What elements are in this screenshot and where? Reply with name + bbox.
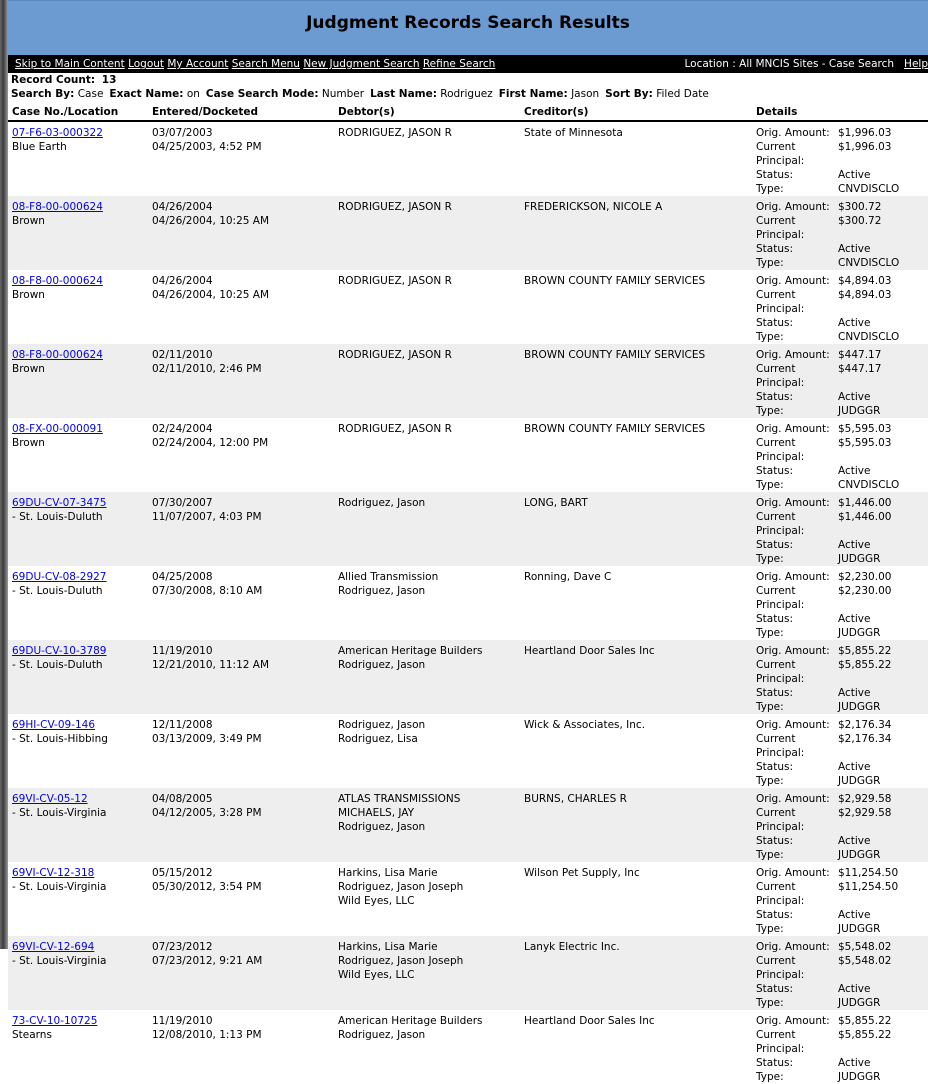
entered-date: 11/19/2010 (152, 645, 213, 657)
detail-value-principal: $1,446.00 (838, 511, 892, 523)
detail-value-type: JUDGGR (838, 701, 881, 713)
docketed-date: 12/08/2010, 1:13 PM (152, 1029, 262, 1041)
debtors-cell (334, 862, 520, 936)
detail-label: Type: (756, 701, 784, 713)
detail-value-type: CNVDISCLO (838, 183, 900, 195)
docketed-date: 04/26/2004, 10:25 AM (152, 289, 270, 301)
detail-label: Type: (756, 775, 784, 787)
detail-value-status: Active (838, 539, 871, 551)
docketed-date: 04/25/2003, 4:52 PM (152, 141, 262, 153)
details (756, 718, 928, 788)
detail-label: Type: (756, 553, 784, 565)
entered-date: 03/07/2003 (152, 127, 213, 139)
detail-label: Current Principal: (756, 437, 805, 463)
detail-label: Status: (756, 835, 793, 847)
entered-date: 02/11/2010 (152, 349, 213, 361)
nav-link-refine-search[interactable]: Refine Search (422, 58, 496, 70)
details (756, 496, 928, 566)
detail-value-type: CNVDISCLO (838, 479, 900, 491)
detail-value-orig: $5,595.03 (838, 423, 892, 435)
table-row (8, 196, 928, 270)
detail-label: Current Principal: (756, 215, 805, 241)
detail-label: Status: (756, 909, 793, 921)
creditor-name: Heartland Door Sales Inc (524, 645, 655, 657)
debtor-name: Allied Transmission (338, 571, 439, 583)
table-row (8, 121, 928, 196)
detail-label: Status: (756, 613, 793, 625)
case-location: Brown (12, 437, 45, 449)
table-row (8, 640, 928, 714)
detail-value-status: Active (838, 983, 871, 995)
detail-label: Status: (756, 391, 793, 403)
detail-label: Type: (756, 479, 784, 491)
nav-link-logout[interactable]: Logout (128, 58, 165, 70)
debtor-name: RODRIGUEZ, JASON R (338, 423, 452, 435)
creditor-name: FREDERICKSON, NICOLE A (524, 201, 663, 213)
case-number-link[interactable]: 69DU-CV-10-3789 (12, 645, 107, 657)
debtors-cell (334, 1010, 520, 1084)
column-header: Entered/Docketed (148, 103, 334, 121)
detail-label: Type: (756, 405, 784, 417)
detail-value-type: CNVDISCLO (838, 257, 900, 269)
detail-value-status: Active (838, 761, 871, 773)
debtor-name: RODRIGUEZ, JASON R (338, 127, 452, 139)
criterion: Sort By: Filed Date (605, 88, 709, 100)
detail-label: Type: (756, 257, 784, 269)
detail-value-principal: $4,894.03 (838, 289, 892, 301)
case-location: - St. Louis-Virginia (12, 955, 107, 967)
table-row (8, 936, 928, 1010)
column-header: Debtor(s) (334, 103, 520, 121)
detail-label: Orig. Amount: (756, 645, 830, 657)
debtor-name: Rodriguez, Lisa (338, 733, 418, 745)
table-row (8, 418, 928, 492)
debtors-cell (334, 640, 520, 714)
case-number-link[interactable]: 69DU-CV-08-2927 (12, 571, 107, 583)
detail-label: Orig. Amount: (756, 941, 830, 953)
table-header (8, 103, 928, 121)
detail-label: Current Principal: (756, 807, 805, 833)
docketed-date: 05/30/2012, 3:54 PM (152, 881, 262, 893)
creditor-name: BURNS, CHARLES R (524, 793, 627, 805)
detail-value-type: CNVDISCLO (838, 331, 900, 343)
detail-value-orig: $300.72 (838, 201, 882, 213)
creditor-name: LONG, BART (524, 497, 588, 509)
page-title: Judgment Records Search Results (8, 0, 928, 55)
details (756, 348, 928, 418)
detail-value-orig: $2,929.58 (838, 793, 892, 805)
detail-value-orig: $4,894.03 (838, 275, 892, 287)
creditor-name: BROWN COUNTY FAMILY SERVICES (524, 423, 706, 435)
criterion: Search By: Case (11, 88, 104, 100)
debtors-cell (334, 492, 520, 566)
detail-value-status: Active (838, 465, 871, 477)
detail-value-orig: $447.17 (838, 349, 882, 361)
detail-label: Current Principal: (756, 363, 805, 389)
debtor-name: Rodriguez, Jason (338, 585, 426, 597)
detail-label: Current Principal: (756, 881, 805, 907)
detail-value-status: Active (838, 687, 871, 699)
detail-label: Type: (756, 331, 784, 343)
detail-value-status: Active (838, 243, 871, 255)
results-table (8, 103, 928, 1084)
creditor-name: Lanyk Electric Inc. (524, 941, 620, 953)
docketed-date: 04/26/2004, 10:25 AM (152, 215, 270, 227)
debtors-cell (334, 566, 520, 640)
detail-value-orig: $5,548.02 (838, 941, 892, 953)
nav-links (15, 55, 495, 74)
detail-value-principal: $300.72 (838, 215, 882, 227)
creditor-name: Wick & Associates, Inc. (524, 719, 646, 731)
table-row (8, 566, 928, 640)
creditor-name: State of Minnesota (524, 127, 623, 139)
debtors-cell (334, 270, 520, 344)
detail-label: Orig. Amount: (756, 867, 830, 879)
case-number-link[interactable]: 08-FX-00-000091 (12, 423, 103, 435)
creditor-name: Wilson Pet Supply, Inc (524, 867, 640, 879)
details (756, 644, 928, 714)
creditor-name: Ronning, Dave C (524, 571, 612, 583)
column-header: Case No./Location (8, 103, 148, 121)
detail-label: Status: (756, 761, 793, 773)
nav-link-search-menu[interactable]: Search Menu (231, 58, 300, 70)
table-row (8, 1010, 928, 1084)
detail-label: Current Principal: (756, 585, 805, 611)
table-row (8, 714, 928, 788)
case-number-link[interactable]: 73-CV-10-10725 (12, 1015, 98, 1027)
details (756, 866, 928, 936)
detail-value-orig: $1,446.00 (838, 497, 892, 509)
detail-label: Type: (756, 1071, 784, 1083)
criterion: Exact Name: on (109, 88, 200, 100)
debtors-cell (334, 344, 520, 418)
detail-value-principal: $5,855.22 (838, 659, 892, 671)
nav-bar (8, 55, 928, 73)
debtors-cell (334, 714, 520, 788)
docketed-date: 02/11/2010, 2:46 PM (152, 363, 262, 375)
detail-value-principal: $11,254.50 (838, 881, 899, 893)
entered-date: 11/19/2010 (152, 1015, 213, 1027)
debtor-name: Rodriguez, Jason (338, 821, 426, 833)
detail-value-principal: $2,230.00 (838, 585, 892, 597)
detail-label: Status: (756, 1057, 793, 1069)
nav-link-new-judgment-search[interactable]: New Judgment Search (303, 58, 420, 70)
case-number-link[interactable]: 08-F8-00-000624 (12, 275, 103, 287)
detail-value-principal: $5,548.02 (838, 955, 892, 967)
debtor-name: Wild Eyes, LLC (338, 895, 415, 907)
detail-value-status: Active (838, 391, 871, 403)
detail-value-orig: $1,996.03 (838, 127, 892, 139)
case-number-link[interactable]: 07-F6-03-000322 (12, 127, 103, 139)
detail-value-orig: $2,176.34 (838, 719, 892, 731)
detail-value-status: Active (838, 317, 871, 329)
details (756, 126, 928, 196)
detail-label: Orig. Amount: (756, 275, 830, 287)
detail-value-principal: $2,929.58 (838, 807, 892, 819)
detail-label: Status: (756, 983, 793, 995)
debtors-cell (334, 121, 520, 196)
detail-label: Current Principal: (756, 955, 805, 981)
docketed-date: 07/23/2012, 9:21 AM (152, 955, 263, 967)
entered-date: 04/26/2004 (152, 201, 213, 213)
page (8, 0, 928, 1084)
help-link[interactable]: Help (904, 58, 928, 70)
case-location: - St. Louis-Virginia (12, 807, 107, 819)
detail-label: Current Principal: (756, 733, 805, 759)
detail-value-principal: $5,595.03 (838, 437, 892, 449)
case-location: - St. Louis-Hibbing (12, 733, 108, 745)
location-text: Location : All MNCIS Sites - Case Search (684, 58, 895, 70)
docketed-date: 03/13/2009, 3:49 PM (152, 733, 262, 745)
window-edge (0, 0, 8, 949)
case-location: - St. Louis-Duluth (12, 511, 103, 523)
detail-label: Orig. Amount: (756, 127, 830, 139)
debtors-cell (334, 788, 520, 862)
detail-value-type: JUDGGR (838, 627, 881, 639)
detail-label: Current Principal: (756, 1029, 805, 1055)
detail-label: Status: (756, 169, 793, 181)
table-row (8, 270, 928, 344)
case-number-link[interactable]: 08-F8-00-000624 (12, 201, 103, 213)
case-location: Brown (12, 215, 45, 227)
detail-value-status: Active (838, 613, 871, 625)
detail-label: Type: (756, 849, 784, 861)
detail-value-principal: $5,855.22 (838, 1029, 892, 1041)
detail-label: Orig. Amount: (756, 1015, 830, 1027)
detail-value-type: JUDGGR (838, 1071, 881, 1083)
case-location: Stearns (12, 1029, 52, 1041)
debtor-name: Wild Eyes, LLC (338, 969, 415, 981)
detail-label: Orig. Amount: (756, 349, 830, 361)
detail-value-type: JUDGGR (838, 997, 881, 1009)
detail-label: Type: (756, 923, 784, 935)
debtors-cell (334, 196, 520, 270)
detail-label: Status: (756, 465, 793, 477)
table-row (8, 492, 928, 566)
details (756, 422, 928, 492)
case-number-link[interactable]: 69DU-CV-07-3475 (12, 497, 107, 509)
detail-value-status: Active (838, 909, 871, 921)
table-row (8, 788, 928, 862)
entered-date: 07/23/2012 (152, 941, 213, 953)
entered-date: 04/26/2004 (152, 275, 213, 287)
detail-value-status: Active (838, 1057, 871, 1069)
entered-date: 05/15/2012 (152, 867, 213, 879)
entered-date: 12/11/2008 (152, 719, 213, 731)
detail-value-orig: $11,254.50 (838, 867, 899, 879)
debtor-name: RODRIGUEZ, JASON R (338, 275, 452, 287)
debtor-name: American Heritage Builders (338, 1015, 483, 1027)
detail-value-orig: $5,855.22 (838, 645, 892, 657)
creditor-name: BROWN COUNTY FAMILY SERVICES (524, 349, 706, 361)
criterion: Case Search Mode: Number (205, 88, 365, 100)
entered-date: 04/08/2005 (152, 793, 213, 805)
debtor-name: Rodriguez, Jason Joseph (338, 955, 464, 967)
case-number-link[interactable]: 69HI-CV-09-146 (12, 719, 96, 731)
record-count: Record Count: 13 (11, 74, 117, 86)
detail-label: Type: (756, 997, 784, 1009)
docketed-date: 12/21/2010, 11:12 AM (152, 659, 270, 671)
detail-label: Current Principal: (756, 659, 805, 685)
details (756, 1014, 928, 1084)
debtor-name: MICHAELS, JAY (338, 807, 415, 819)
case-location: - St. Louis-Duluth (12, 585, 103, 597)
details (756, 274, 928, 344)
debtor-name: Rodriguez, Jason Joseph (338, 881, 464, 893)
detail-value-type: JUDGGR (838, 923, 881, 935)
table-row (8, 862, 928, 936)
detail-value-orig: $2,230.00 (838, 571, 892, 583)
case-location: Blue Earth (12, 141, 67, 153)
case-number-link[interactable]: 69VI-CV-12-318 (12, 867, 95, 879)
detail-label: Orig. Amount: (756, 571, 830, 583)
creditor-name: BROWN COUNTY FAMILY SERVICES (524, 275, 706, 287)
docketed-date: 11/07/2007, 4:03 PM (152, 511, 262, 523)
criterion: First Name: Jason (498, 88, 600, 100)
case-location: Brown (12, 289, 45, 301)
detail-label: Status: (756, 539, 793, 551)
nav-link-my-account[interactable]: My Account (167, 58, 229, 70)
details (756, 570, 928, 640)
docketed-date: 04/12/2005, 3:28 PM (152, 807, 262, 819)
case-location: - St. Louis-Duluth (12, 659, 103, 671)
debtor-name: Rodriguez, Jason (338, 659, 426, 671)
case-location: Brown (12, 363, 45, 375)
column-header: Creditor(s) (520, 103, 752, 121)
detail-value-orig: $5,855.22 (838, 1015, 892, 1027)
debtor-name: Rodriguez, Jason (338, 1029, 426, 1041)
debtor-name: ATLAS TRANSMISSIONS (338, 793, 461, 805)
detail-label: Orig. Amount: (756, 201, 830, 213)
entered-date: 02/24/2004 (152, 423, 213, 435)
details (756, 792, 928, 862)
detail-label: Current Principal: (756, 289, 805, 315)
detail-label: Orig. Amount: (756, 497, 830, 509)
detail-value-status: Active (838, 169, 871, 181)
detail-value-status: Active (838, 835, 871, 847)
column-header: Details (752, 103, 928, 121)
debtor-name: Rodriguez, Jason (338, 719, 426, 731)
detail-value-type: JUDGGR (838, 405, 881, 417)
debtor-name: American Heritage Builders (338, 645, 483, 657)
detail-value-principal: $2,176.34 (838, 733, 892, 745)
debtor-name: RODRIGUEZ, JASON R (338, 201, 452, 213)
case-location: - St. Louis-Virginia (12, 881, 107, 893)
detail-value-type: JUDGGR (838, 553, 881, 565)
detail-label: Orig. Amount: (756, 793, 830, 805)
detail-label: Status: (756, 243, 793, 255)
entered-date: 04/25/2008 (152, 571, 213, 583)
table-row (8, 344, 928, 418)
detail-label: Type: (756, 627, 784, 639)
detail-value-principal: $447.17 (838, 363, 882, 375)
docketed-date: 02/24/2004, 12:00 PM (152, 437, 269, 449)
details (756, 940, 928, 1010)
detail-label: Status: (756, 317, 793, 329)
detail-label: Type: (756, 183, 784, 195)
entered-date: 07/30/2007 (152, 497, 213, 509)
creditor-name: Heartland Door Sales Inc (524, 1015, 655, 1027)
criterion: Last Name: Rodriguez (370, 88, 493, 100)
search-criteria (8, 87, 928, 101)
details (756, 200, 928, 270)
debtors-cell (334, 936, 520, 1010)
detail-label: Orig. Amount: (756, 719, 830, 731)
debtor-name: Rodriguez, Jason (338, 497, 426, 509)
case-number-link[interactable]: 69VI-CV-12-694 (12, 941, 95, 953)
debtors-cell (334, 418, 520, 492)
debtor-name: Harkins, Lisa Marie (338, 941, 438, 953)
debtor-name: Harkins, Lisa Marie (338, 867, 438, 879)
case-number-link[interactable]: 69VI-CV-05-12 (12, 793, 88, 805)
detail-value-type: JUDGGR (838, 775, 881, 787)
docketed-date: 07/30/2008, 8:10 AM (152, 585, 263, 597)
detail-label: Status: (756, 687, 793, 699)
detail-label: Current Principal: (756, 141, 805, 167)
case-number-link[interactable]: 08-F8-00-000624 (12, 349, 103, 361)
detail-label: Orig. Amount: (756, 423, 830, 435)
debtor-name: RODRIGUEZ, JASON R (338, 349, 452, 361)
detail-value-principal: $1,996.03 (838, 141, 892, 153)
nav-link-skip-to-main-content[interactable]: Skip to Main Content (15, 58, 125, 70)
detail-value-type: JUDGGR (838, 849, 881, 861)
detail-label: Current Principal: (756, 511, 805, 537)
